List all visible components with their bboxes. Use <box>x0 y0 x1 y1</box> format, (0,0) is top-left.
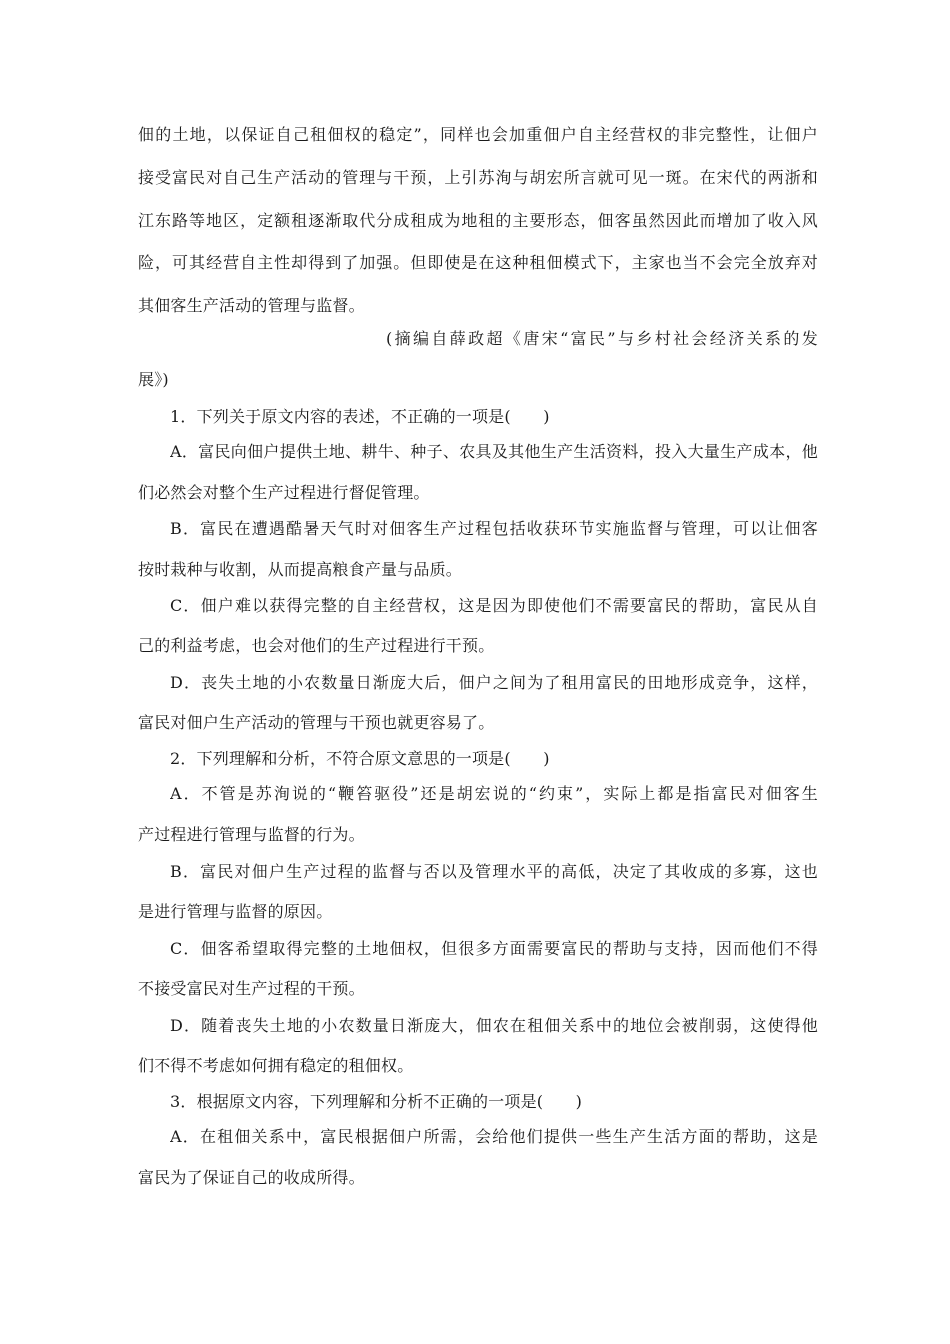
q1-option-b: B．富民在遭遇酷暑天气时对佃客生产过程包括收获环节实施监督与管理，可以让佃客 <box>170 519 818 538</box>
source-citation-cont: 展》) <box>138 370 169 389</box>
q2-option-a: A．不管是苏洵说的“鞭笞驱役”还是胡宏说的“约束”，实际上都是指富民对佃客生 <box>170 784 818 803</box>
passage-line: 江东路等地区，定额租逐渐取代分成租成为地租的主要形态，佃客虽然因此而增加了收入风 <box>138 211 818 230</box>
q1-option-a-cont: 们必然会对整个生产过程进行督促管理。 <box>138 483 430 502</box>
q2-option-a-cont: 产过程进行管理与监督的行为。 <box>138 825 365 844</box>
q3-option-a: A．在租佃关系中，富民根据佃户所需，会给他们提供一些生产生活方面的帮助，这是 <box>170 1127 818 1146</box>
passage-line: 其佃客生产活动的管理与监督。 <box>138 296 365 315</box>
q2-option-c-cont: 不接受富民对生产过程的干预。 <box>138 979 365 998</box>
q1-option-a: A．富民向佃户提供土地、耕牛、种子、农具及其他生产生活资料，投入大量生产成本，他 <box>170 442 818 461</box>
passage-line: 佃的土地，以保证自己租佃权的稳定”，同样也会加重佃户自主经营权的非完整性，让佃户 <box>138 125 818 144</box>
question-3-stem: 3．根据原文内容，下列理解和分析不正确的一项是( ) <box>170 1092 583 1111</box>
passage-line: 接受富民对自己生产活动的管理与干预，上引苏洵与胡宏所言就可见一斑。在宋代的两浙和 <box>138 168 818 187</box>
question-1-stem: 1．下列关于原文内容的表述，不正确的一项是( ) <box>170 407 550 426</box>
question-2-stem: 2．下列理解和分析，不符合原文意思的一项是( ) <box>170 749 550 768</box>
q3-option-a-cont: 富民为了保证自己的收成所得。 <box>138 1168 365 1187</box>
q1-option-d-cont: 富民对佃户生产活动的管理与干预也就更容易了。 <box>138 713 495 732</box>
q2-option-c: C．佃客希望取得完整的土地佃权，但很多方面需要富民的帮助与支持，因而他们不得 <box>170 939 818 958</box>
q2-option-d: D．随着丧失土地的小农数量日渐庞大，佃农在租佃关系中的地位会被削弱，这使得他 <box>170 1016 818 1035</box>
q1-option-b-cont: 按时栽种与收割，从而提高粮食产量与品质。 <box>138 560 463 579</box>
passage-line: 险，可其经营自主性却得到了加强。但即使是在这种租佃模式下，主家也当不会完全放弃对 <box>138 253 818 272</box>
q2-option-b-cont: 是进行管理与监督的原因。 <box>138 902 333 921</box>
q2-option-d-cont: 们不得不考虑如何拥有稳定的租佃权。 <box>138 1056 414 1075</box>
q1-option-c-cont: 己的利益考虑，也会对他们的生产过程进行干预。 <box>138 636 495 655</box>
q1-option-c: C．佃户难以获得完整的自主经营权，这是因为即使他们不需要富民的帮助，富民从自 <box>170 596 818 615</box>
q2-option-b: B．富民对佃户生产过程的监督与否以及管理水平的高低，决定了其收成的多寡，这也 <box>170 862 818 881</box>
q1-option-d: D．丧失土地的小农数量日渐庞大后，佃户之间为了租用富民的田地形成竞争，这样， <box>170 673 818 692</box>
source-citation: (摘编自薛政超《唐宋“富民”与乡村社会经济关系的发 <box>386 329 818 348</box>
